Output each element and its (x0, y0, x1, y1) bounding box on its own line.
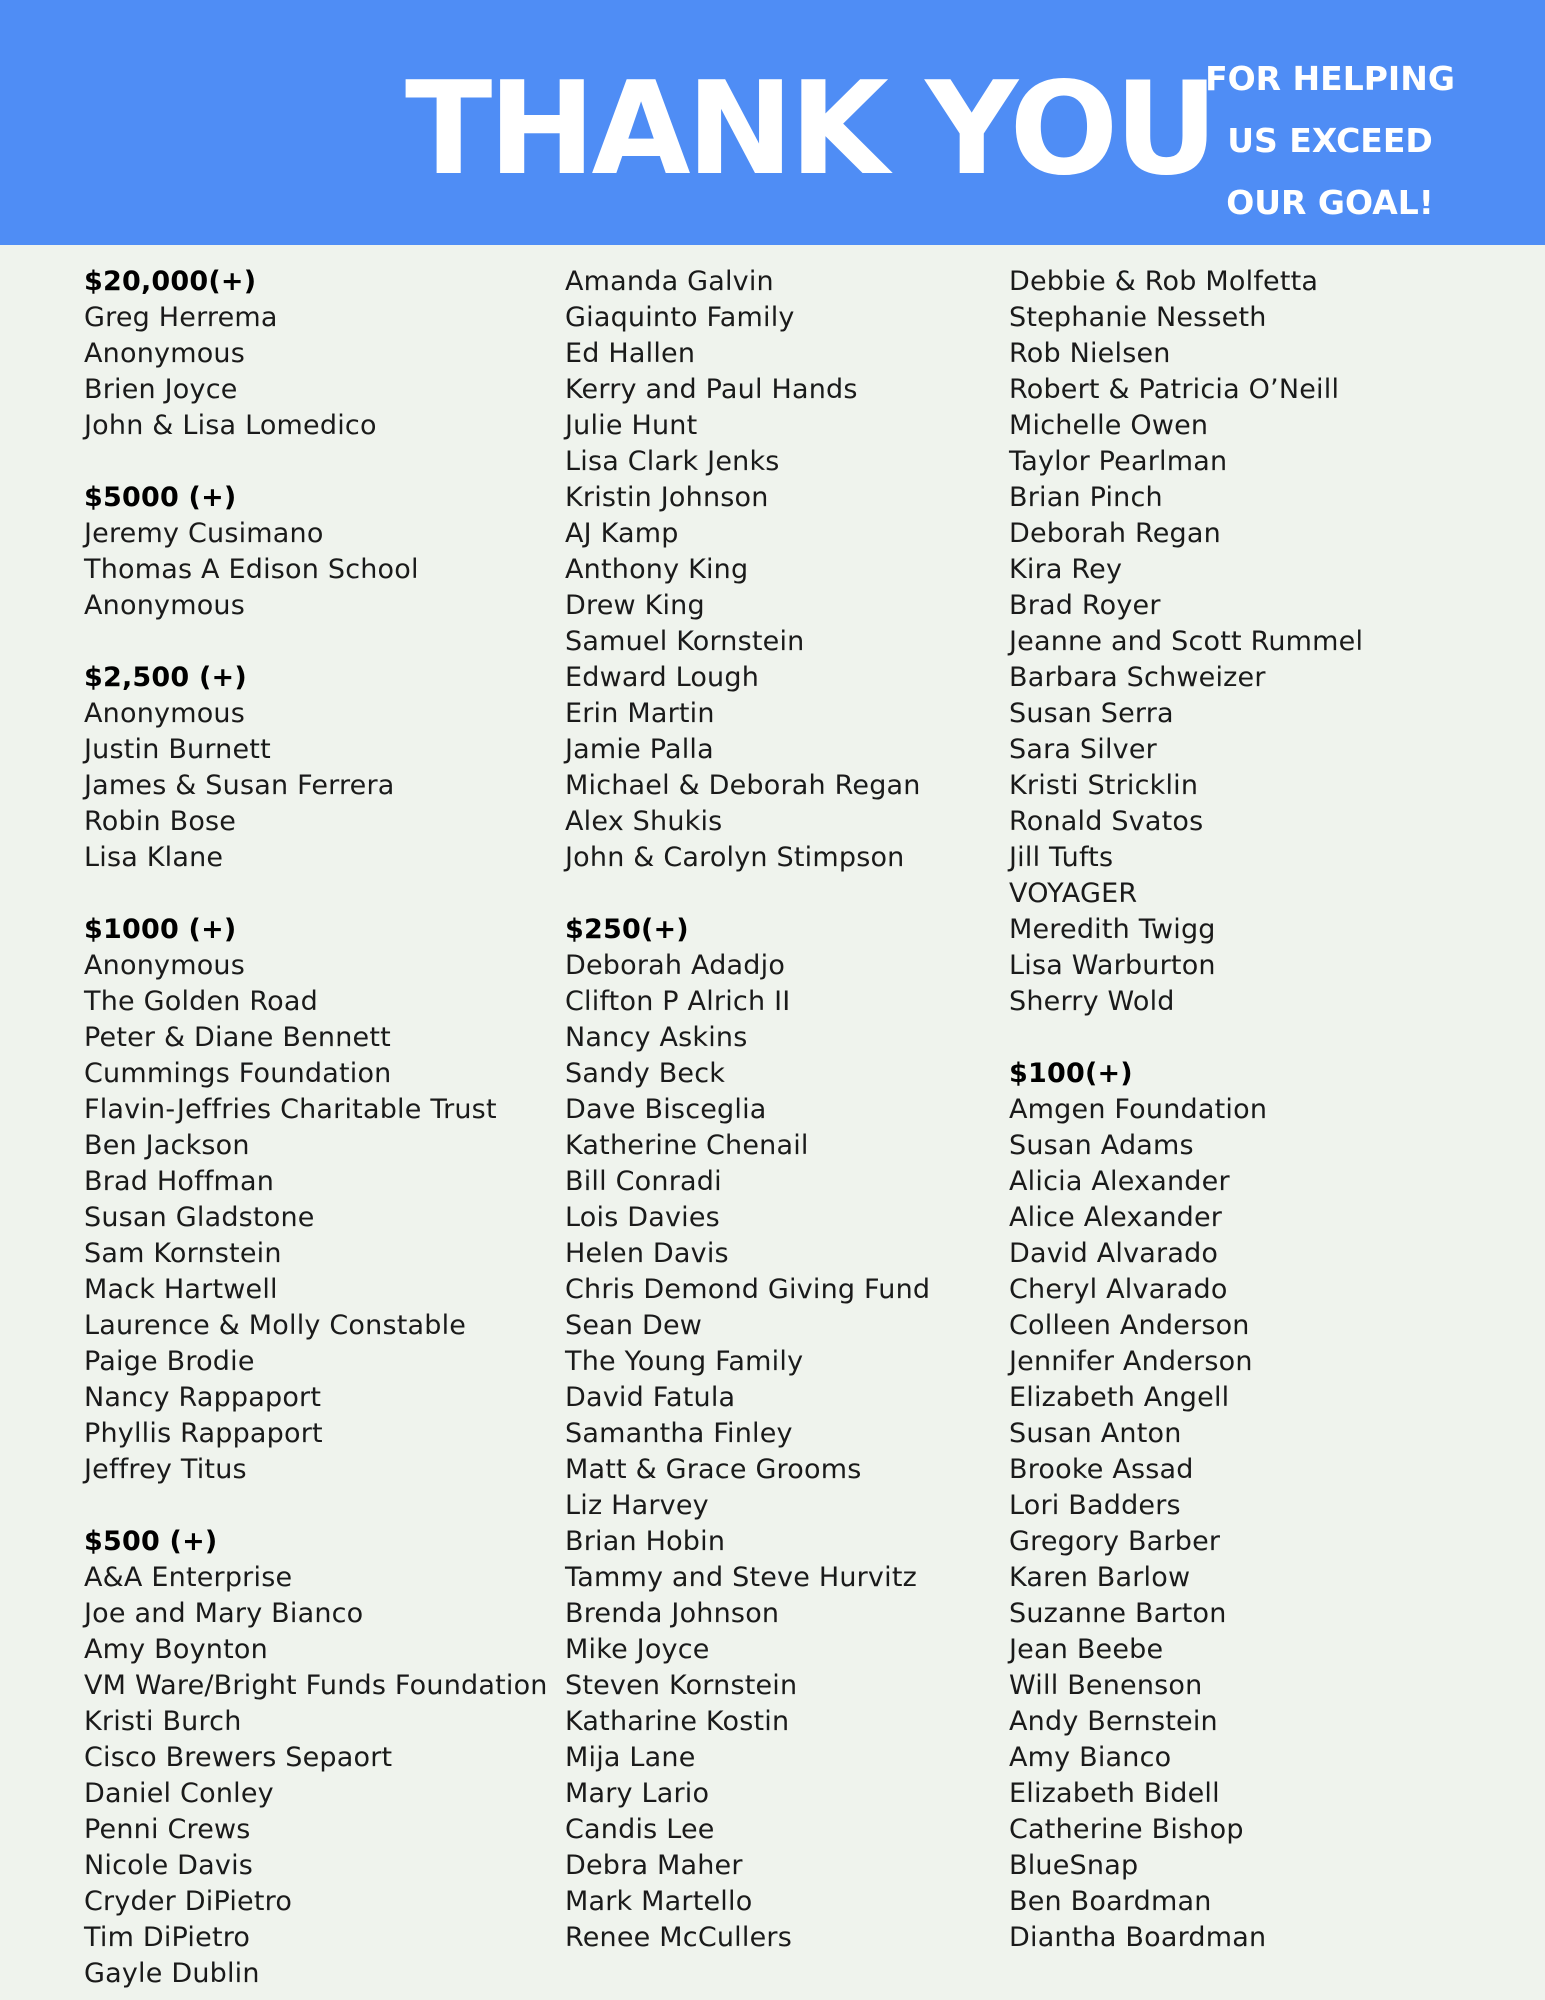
donor-name: VOYAGER (1009, 878, 1138, 909)
donor-name: Brian Pinch (1009, 482, 1163, 513)
donor-name: Anonymous (84, 590, 245, 621)
donor-name: Jeffrey Titus (84, 1454, 247, 1485)
donor-name: Suzanne Barton (1009, 1598, 1227, 1629)
donor-name: John & Lisa Lomedico (84, 410, 377, 441)
donor-name: Jennifer Anderson (1009, 1346, 1253, 1377)
tier-heading: $1000 (+) (84, 914, 237, 945)
donor-name: Cisco Brewers Sepaort (84, 1742, 393, 1773)
donor-name: James & Susan Ferrera (84, 770, 395, 801)
donor-name: Kristi Stricklin (1009, 770, 1199, 801)
donor-name: Greg Herrema (84, 302, 278, 333)
donor-name: Clifton P Alrich II (565, 986, 791, 1017)
donor-name: Elizabeth Bidell (1009, 1778, 1220, 1809)
tier-heading: $5000 (+) (84, 482, 237, 513)
tier-heading: $500 (+) (84, 1526, 218, 1557)
donor-name: Debra Maher (565, 1850, 743, 1881)
subtitle-line: FOR HELPING (1205, 59, 1455, 98)
donor-name: Mary Lario (565, 1778, 710, 1809)
donor-name: Brad Hoffman (84, 1166, 275, 1197)
banner-subtitle (1200, 48, 1460, 234)
donor-name: The Golden Road (84, 986, 318, 1017)
donor-name: Ben Boardman (1009, 1886, 1212, 1917)
donor-name: Sherry Wold (1009, 986, 1175, 1017)
donor-name: Thomas A Edison School (84, 554, 419, 585)
subtitle-line: US EXCEED (1227, 121, 1433, 160)
section-spacer (84, 876, 554, 912)
donor-name: Colleen Anderson (1009, 1310, 1250, 1341)
donor-name: Ben Jackson (84, 1130, 250, 1161)
donor-name: Cheryl Alvarado (1009, 1274, 1228, 1305)
donor-name: Sandy Beck (565, 1058, 726, 1089)
donor-name: Erin Martin (565, 698, 715, 729)
donor-name: The Young Family (565, 1346, 804, 1377)
donor-name: Samuel Kornstein (565, 626, 805, 657)
donor-name: Anonymous (84, 338, 245, 369)
donor-name: Steven Kornstein (565, 1670, 798, 1701)
donor-name: Liz Harvey (565, 1490, 709, 1521)
donor-name: Alice Alexander (1009, 1202, 1223, 1233)
donor-name: Lisa Clark Jenks (565, 446, 780, 477)
donor-name: Brien Joyce (84, 374, 238, 405)
donor-name: Kristin Johnson (565, 482, 769, 513)
donor-name: Brian Hobin (565, 1526, 726, 1557)
section-spacer (84, 1488, 554, 1524)
donor-name: Karen Barlow (1009, 1562, 1191, 1593)
donor-name: Helen Davis (565, 1238, 729, 1269)
donor-name: Jeremy Cusimano (84, 518, 324, 549)
donor-name: Katharine Kostin (565, 1706, 790, 1737)
donor-name: Diantha Boardman (1009, 1922, 1267, 1953)
donor-name: Michelle Owen (1009, 410, 1209, 441)
donor-name: Amgen Foundation (1009, 1094, 1268, 1125)
donor-name: Gayle Dublin (84, 1958, 260, 1989)
donor-name: Nicole Davis (84, 1850, 254, 1881)
donor-name: Phyllis Rappaport (84, 1418, 323, 1449)
page-title: THANK YOU (405, 55, 1215, 204)
donor-name: Sara Silver (1009, 734, 1157, 765)
donor-name: Taylor Pearlman (1009, 446, 1228, 477)
donor-name: Alicia Alexander (1009, 1166, 1230, 1197)
donor-name: Penni Crews (84, 1814, 251, 1845)
donor-name: Lori Badders (1009, 1490, 1181, 1521)
donor-name: Lisa Klane (84, 842, 224, 873)
donor-name: Daniel Conley (84, 1778, 274, 1809)
tier-heading: $20,000(+) (84, 266, 257, 297)
donor-name: Amy Boynton (84, 1634, 268, 1665)
donor-name: Jill Tufts (1009, 842, 1114, 873)
donor-name: Ronald Svatos (1009, 806, 1204, 837)
section-spacer (1009, 1020, 1509, 1056)
donor-name: VM Ware/Bright Funds Foundation (84, 1670, 548, 1701)
donor-name: Justin Burnett (84, 734, 271, 765)
donor-name: Anonymous (84, 950, 245, 981)
section-spacer (84, 444, 554, 480)
header-banner (0, 0, 1545, 245)
donor-name: Jamie Palla (565, 734, 714, 765)
donor-name: Anthony King (565, 554, 749, 585)
tier-heading: $250(+) (565, 914, 689, 945)
donor-name: John & Carolyn Stimpson (565, 842, 905, 873)
tier-heading: $100(+) (1009, 1058, 1133, 1089)
donor-name: Cryder DiPietro (84, 1886, 293, 1917)
donor-name: David Fatula (565, 1382, 736, 1413)
donor-name: Brad Royer (1009, 590, 1161, 621)
donor-name: Robert & Patricia O’Neill (1009, 374, 1340, 405)
donor-name: Andy Bernstein (1009, 1706, 1218, 1737)
donor-name: Deborah Regan (1009, 518, 1221, 549)
donor-name: Dave Bisceglia (565, 1094, 767, 1125)
donor-name: Amanda Galvin (565, 266, 774, 297)
section-spacer (84, 624, 554, 660)
donor-name: Mark Martello (565, 1886, 753, 1917)
donor-name: Katherine Chenail (565, 1130, 809, 1161)
donor-name: Jeanne and Scott Rummel (1009, 626, 1364, 657)
donor-column-3 (1009, 264, 1509, 1956)
donor-name: AJ Kamp (565, 518, 679, 549)
donor-name: Meredith Twigg (1009, 914, 1216, 945)
donor-name: Joe and Mary Bianco (84, 1598, 364, 1629)
donor-name: Cummings Foundation (84, 1058, 392, 1089)
donor-name: Elizabeth Angell (1009, 1382, 1230, 1413)
donor-name: Tim DiPietro (84, 1922, 251, 1953)
donor-name: Samantha Finley (565, 1418, 793, 1449)
donor-name: Barbara Schweizer (1009, 662, 1266, 693)
donor-column-1 (84, 264, 554, 1992)
donor-name: Drew King (565, 590, 705, 621)
donor-name: Flavin-Jeffries Charitable Trust (84, 1094, 497, 1125)
donor-name: Bill Conradi (565, 1166, 722, 1197)
donor-name: Brenda Johnson (565, 1598, 780, 1629)
donor-name: Gregory Barber (1009, 1526, 1221, 1557)
donor-name: Rob Nielsen (1009, 338, 1171, 369)
donor-name: Mija Lane (565, 1742, 696, 1773)
donor-name: Will Benenson (1009, 1670, 1203, 1701)
donor-name: Matt & Grace Grooms (565, 1454, 862, 1485)
donor-name: Ed Hallen (565, 338, 696, 369)
donor-name: BlueSnap (1009, 1850, 1139, 1881)
donor-name: Mike Joyce (565, 1634, 710, 1665)
section-spacer (565, 876, 1005, 912)
donor-name: Catherine Bishop (1009, 1814, 1244, 1845)
donor-name: Chris Demond Giving Fund (565, 1274, 931, 1305)
donor-name: Susan Serra (1009, 698, 1174, 729)
donor-name: Brooke Assad (1009, 1454, 1194, 1485)
donor-name: Sam Kornstein (84, 1238, 282, 1269)
donor-name: Anonymous (84, 698, 245, 729)
donor-name: Amy Bianco (1009, 1742, 1172, 1773)
donor-name: Jean Beebe (1009, 1634, 1164, 1665)
donor-name: Candis Lee (565, 1814, 715, 1845)
donor-column-2 (565, 264, 1005, 1956)
donor-name: Laurence & Molly Constable (84, 1310, 467, 1341)
donor-name: Edward Lough (565, 662, 760, 693)
donor-name: Nancy Askins (565, 1022, 748, 1053)
donor-name: Mack Hartwell (84, 1274, 278, 1305)
donor-name: Stephanie Nesseth (1009, 302, 1267, 333)
donor-name: Debbie & Rob Molfetta (1009, 266, 1319, 297)
donor-name: Peter & Diane Bennett (84, 1022, 391, 1053)
donor-name: David Alvarado (1009, 1238, 1219, 1269)
donor-name: Nancy Rappaport (84, 1382, 322, 1413)
donor-name: Robin Bose (84, 806, 237, 837)
donor-name: A&A Enterprise (84, 1562, 293, 1593)
donor-name: Kira Rey (1009, 554, 1123, 585)
donor-name: Renee McCullers (565, 1922, 792, 1953)
donor-name: Giaquinto Family (565, 302, 795, 333)
donor-name: Lisa Warburton (1009, 950, 1216, 981)
tier-heading: $2,500 (+) (84, 662, 247, 693)
donor-name: Lois Davies (565, 1202, 720, 1233)
donor-name: Kristi Burch (84, 1706, 242, 1737)
donor-name: Tammy and Steve Hurvitz (565, 1562, 917, 1593)
donor-name: Susan Gladstone (84, 1202, 315, 1233)
donor-name: Kerry and Paul Hands (565, 374, 858, 405)
donor-name: Deborah Adadjo (565, 950, 786, 981)
donor-name: Alex Shukis (565, 806, 723, 837)
donor-name: Michael & Deborah Regan (565, 770, 921, 801)
donor-name: Susan Anton (1009, 1418, 1182, 1449)
subtitle-line: OUR GOAL! (1226, 183, 1434, 222)
donor-name: Sean Dew (565, 1310, 703, 1341)
donor-name: Julie Hunt (565, 410, 698, 441)
donor-name: Paige Brodie (84, 1346, 255, 1377)
donor-name: Susan Adams (1009, 1130, 1194, 1161)
